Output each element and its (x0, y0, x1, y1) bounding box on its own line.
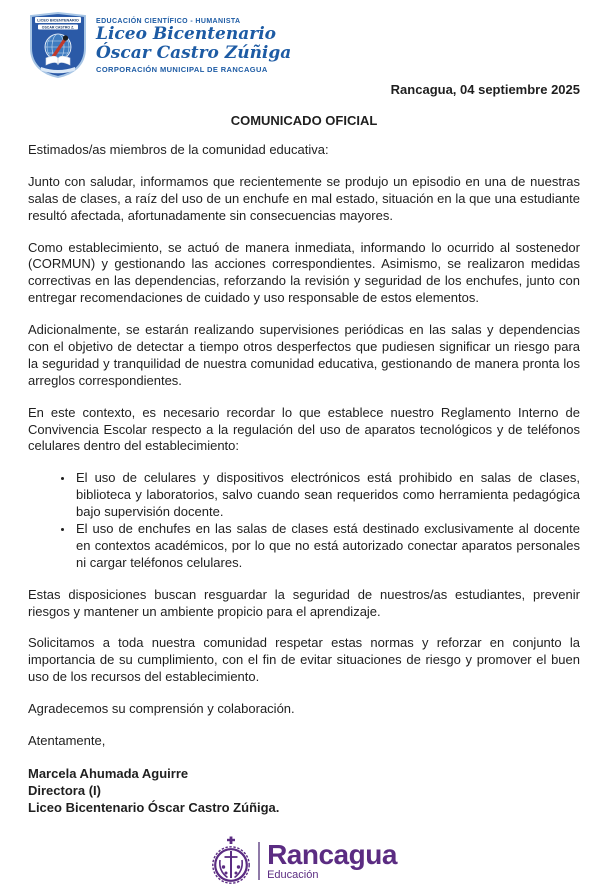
signature-name: Marcela Ahumada Aguirre (28, 765, 189, 781)
brand-name: Rancagua (267, 839, 397, 870)
brand-subtitle: Educación (267, 869, 319, 881)
date-text: Rancagua, 04 septiembre 2025 (390, 82, 580, 97)
paragraph: Junto con saludar, informamos que recientemente se produjo un episodio en una de nuestras salas de clases, a raíz del uso de un enchufe en mal estado, situación en la que una estudiante resultó afectada, afortunadamente sin consecuencias mayores. (28, 173, 580, 223)
school-logo-text (96, 12, 291, 74)
bullet-item: • El uso de enchufes en las salas de clases está destinado exclusivamente al docente en contextos académicos, por lo que no está autorizado conectar aparatos personales ni cargar teléfonos celulares. (74, 521, 580, 572)
bullet-item: • El uso de celulares y dispositivos electrónicos está prohibido en salas de clases, biblioteca y laboratorios, salvo cuando sean requeridos como herramienta pedagógica bajo supervisión docente. (74, 470, 580, 521)
letter-body (28, 142, 580, 817)
logo-motto: EDUCACIÓN CIENTÍFICO - HUMANISTA (96, 18, 241, 25)
shield-text-line1: LICEO BICENTENARIO (37, 18, 79, 23)
signoff-line: Atentamente, (28, 733, 106, 749)
brand-text-block (267, 841, 397, 881)
footer-brand (28, 836, 580, 890)
school-logo (28, 12, 580, 78)
thanks-line: Agradecemos su comprensión y colaboración. (28, 701, 295, 717)
logo-corporation: CORPORACIÓN MUNICIPAL DE RANCAGUA (96, 65, 268, 75)
footer-divider (258, 842, 260, 880)
letterhead (28, 12, 580, 97)
logo-school-name-line1: Liceo Bicentenario (96, 24, 276, 44)
paragraph: Solicitamos a toda nuestra comunidad respetar estas normas y reforzar en conjunto la importancia de su cumplimiento, con el fin de evitar situaciones de riesgo y promover el buen uso de los recursos del establecimiento. (28, 635, 580, 685)
salutation: Estimados/as miembros de la comunidad educativa: (28, 142, 329, 157)
paragraph: Adicionalmente, se estarán realizando supervisiones periódicas en las salas y dependencias con el objetivo de detectar a tiempo otros desperfectos que pudiesen significar un riesgo para la seguridad y tranquilidad de nuestra comunidad educativa, gestionando de manera pronta los arreglos correspondientes. (28, 322, 580, 388)
paragraph: Estas disposiciones buscan resguardar la seguridad de nuestros/as estudiantes, prevenir riesgos y mantener un ambiente propicio para el aprendizaje. (28, 586, 580, 619)
signature-institution: Liceo Bicentenario Óscar Castro Zúñiga. (28, 799, 280, 815)
school-shield-icon (28, 12, 88, 78)
shield-text-line2: OSCAR CASTRO Z. (41, 25, 75, 30)
paragraph: En este contexto, es necesario recordar lo que establece nuestro Reglamento Interno de Convivencia Escolar respecto a la regulación del uso de aparatos tecnológicos y de teléfonos celulares dentro del establecimiento: (28, 404, 580, 454)
rancagua-emblem-icon (211, 836, 251, 886)
paragraph: Como establecimiento, se actuó de manera inmediata, informando lo ocurrido al sostenedor (CORMUN) y gestionando las acciones correspondientes. Asimismo, se realizaron medidas correctivas en las dependencias, reforzando la revisión y seguridad de los enchufes, junto con entregar recomendaciones de cuidado y uso responsable de estos elementos. (28, 239, 580, 306)
rules-bullet-list (28, 470, 580, 571)
signature-block (28, 766, 580, 817)
document-title: COMUNICADO OFICIAL (230, 113, 378, 128)
signature-role: Directora (I) (28, 782, 101, 798)
logo-school-name-line2: Óscar Castro Zúñiga (96, 42, 292, 63)
